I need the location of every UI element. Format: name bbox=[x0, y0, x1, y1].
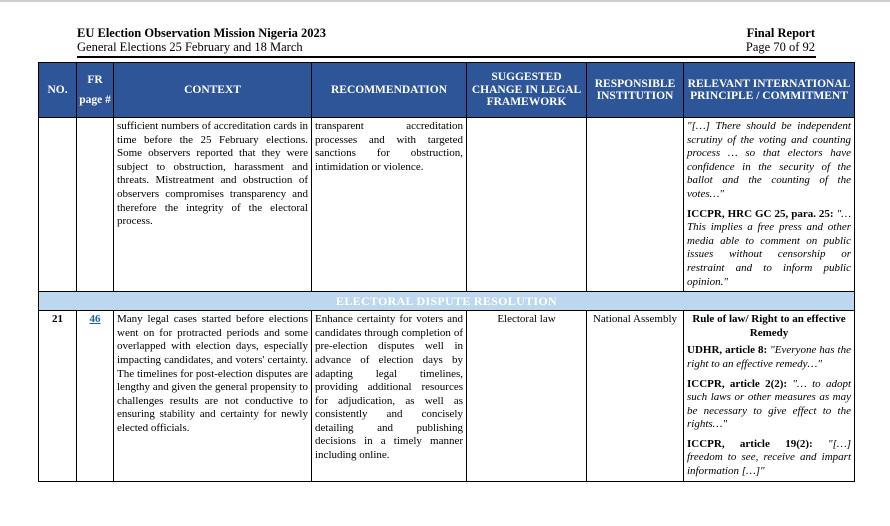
principle-entry bbox=[687, 438, 851, 479]
cell-principle bbox=[684, 311, 855, 482]
cell-institution: National Assembly bbox=[587, 311, 684, 482]
principle-quote: "Everyone has the right to an effective remedy…" bbox=[687, 344, 851, 370]
header-rule bbox=[77, 56, 816, 58]
report-title: EU Election Observation Mission Nigeria 2023 bbox=[77, 26, 326, 40]
report-subtitle: General Elections 25 February and 18 March bbox=[77, 40, 303, 54]
col-header-no: NO. bbox=[39, 63, 77, 118]
cell-context: Many legal cases started before elections went on for protracted periods and some overlapped with election days, especially impacting candidates, and voters' certainty. The timelines for post-election disputes are lengthy and given the general propensity to challenges results are not conductive to ensuring stability and certainty for newly elected officials. bbox=[114, 311, 312, 482]
page-label: page # bbox=[79, 94, 111, 106]
cell-fr-page bbox=[77, 311, 114, 482]
header-left bbox=[77, 26, 326, 54]
table-row bbox=[39, 118, 855, 292]
fr-label: FR bbox=[87, 73, 103, 86]
report-type: Final Report bbox=[746, 26, 815, 40]
cell-no bbox=[39, 118, 77, 292]
page-number: Page 70 of 92 bbox=[745, 40, 815, 54]
principle-quote: "[…] freedom to see, receive and impart information […]" bbox=[687, 437, 851, 478]
principle-quote: "… to adopt such laws or other measures as may be necessary to give effect to the rights…" bbox=[687, 377, 851, 431]
principle-title: Rule of law/ Right to an effective Remedy bbox=[692, 313, 846, 339]
cell-context: sufficient numbers of accreditation cards in time before the 25 February elections. Some observers reported that they were subject to obstruction, harassment and threats. Mistreatment and obstruction of observers compromises transparency and therefore the integrity of the electoral process. bbox=[114, 118, 312, 292]
cell-institution bbox=[587, 118, 684, 292]
cell-no: 21 bbox=[39, 311, 77, 482]
col-header-institution: RESPONSIBLE INSTITUTION bbox=[587, 63, 684, 118]
col-header-principle: RELEVANT INTERNATIONAL PRINCIPLE / COMMITMENT bbox=[684, 63, 855, 118]
principle-label: UDHR, article 8: bbox=[687, 344, 768, 357]
principle-label: ICCPR, article 19(2): bbox=[687, 437, 813, 450]
page-header bbox=[77, 26, 815, 56]
cell-recommendation: transparent accreditation processes and with targeted sanctions for obstruction, intimidation or violence. bbox=[312, 118, 467, 292]
top-border bbox=[0, 0, 890, 2]
fr-page-link[interactable]: 46 bbox=[89, 313, 101, 326]
section-row bbox=[39, 292, 855, 311]
principle-quote: "[…] There should be independent scrutiny of the voting and counting process … so that electors have confidence in the security of the ballot and the counting of the votes…" bbox=[687, 120, 851, 200]
table-row bbox=[39, 311, 855, 482]
recommendations-table bbox=[38, 62, 855, 482]
cell-principle bbox=[684, 118, 855, 292]
principle-quote: "…This implies a free press and other media able to comment on public issues without censorship or restraint and to inform public opinion." bbox=[687, 207, 851, 288]
principle-entry bbox=[687, 344, 851, 371]
principle-entry bbox=[687, 208, 851, 290]
col-header-context: CONTEXT bbox=[114, 63, 312, 118]
principle-label: ICCPR, article 2(2): bbox=[687, 377, 788, 390]
col-header-recommendation: RECOMMENDATION bbox=[312, 63, 467, 118]
header-right bbox=[746, 26, 815, 54]
cell-framework: Electoral law bbox=[467, 311, 587, 482]
principle-label: ICCPR, HRC GC 25, para. 25: bbox=[687, 207, 834, 220]
col-header-framework: SUGGESTED CHANGE IN LEGAL FRAMEWORK bbox=[467, 63, 587, 118]
cell-framework bbox=[467, 118, 587, 292]
col-header-fr-page bbox=[77, 63, 114, 118]
table-header-row bbox=[39, 63, 855, 118]
cell-fr-page bbox=[77, 118, 114, 292]
principle-entry bbox=[687, 378, 851, 432]
cell-recommendation: Enhance certainty for voters and candidates through completion of pre-election disputes well in advance of election days by adapting legal timelines, providing additional resources for adjudication, as well as consistently and concisely detailing and publishing decisions in a timely manner including online. bbox=[312, 311, 467, 482]
section-title: ELECTORAL DISPUTE RESOLUTION bbox=[39, 292, 855, 311]
